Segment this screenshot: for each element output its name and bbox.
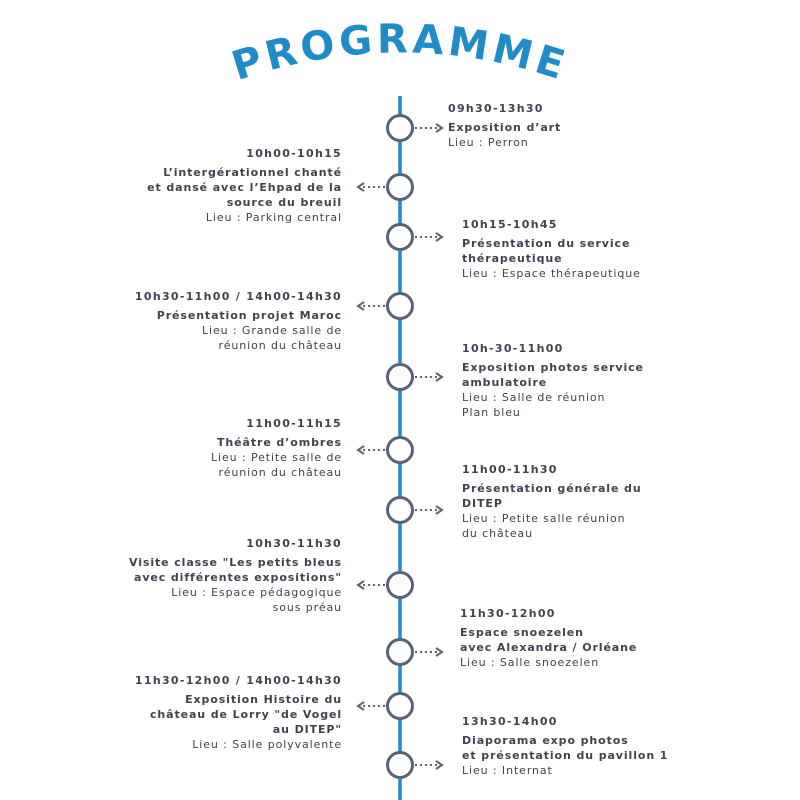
event-location: Lieu : Salle polyvalente [192,738,342,751]
event-time: 10h30-11h00 / 14h00-14h30 [134,290,342,303]
event-location: Lieu : Salle de réunion Plan bleu [462,391,606,419]
timeline-node [388,694,413,719]
event-location: Lieu : Internat [462,764,553,777]
event-location: Lieu : Salle snoezelen [460,656,600,669]
event-block [462,217,752,281]
event-time: 13h30-14h00 [462,715,558,728]
timeline-node [388,365,413,390]
event-block [60,146,342,225]
event-location: Lieu : Petite salle de réunion du château [211,451,342,479]
event-time: 11h30-12h00 [460,607,556,620]
event-title: Exposition Histoire du château de Lorry "de Vogel au DITEP" [149,693,342,736]
event-location: Lieu : Espace thérapeutique [462,267,641,280]
timeline-node [388,498,413,523]
event-block [60,416,342,480]
event-time: 11h00-11h30 [462,463,558,476]
event-title: Visite classe "Les petits bleus avec différentes expositions" [128,556,342,584]
event-title: Espace snoezelen avec Alexandra / Orléane [460,626,638,654]
page-title-text: PROGRAMME [226,16,574,90]
event-location: Lieu : Petite salle réunion du château [462,512,626,540]
event-time: 11h00-11h15 [246,417,342,430]
event-location: Lieu : Parking central [205,211,342,224]
event-block [60,673,342,752]
event-block [462,714,752,778]
event-title: Présentation du service thérapeutique [462,237,631,265]
event-title: Théâtre d’ombres [217,436,342,449]
event-location: Lieu : Perron [448,136,529,149]
timeline-node [388,175,413,200]
event-time: 10h-30-11h00 [462,342,564,355]
timeline-node [388,116,413,141]
timeline-node [388,573,413,598]
event-block [460,606,750,670]
event-title: L’intergérationnel chanté et dansé avec l’Ehpad de la source du breuil [147,166,342,209]
event-time: 10h00-10h15 [246,147,342,160]
timeline-node [388,438,413,463]
timeline-node [388,640,413,665]
event-block [60,289,342,353]
event-block [462,341,752,420]
event-time: 10h15-10h45 [462,218,558,231]
timeline-node [388,294,413,319]
event-title: Diaporama expo photos et présentation du pavillon 1 [462,734,669,762]
event-block [60,536,342,615]
event-block [462,462,752,541]
event-title: Exposition photos service ambulatoire [462,361,644,389]
timeline-node [388,753,413,778]
event-location: Lieu : Espace pédagogique sous préau [171,586,342,614]
timeline-node [388,225,413,250]
event-title: Présentation générale du DITEP [462,482,642,510]
event-block [448,101,738,150]
event-location: Lieu : Grande salle de réunion du château [201,324,342,352]
event-time: 11h30-12h00 / 14h00-14h30 [134,674,342,687]
event-time: 09h30-13h30 [448,102,544,115]
event-time: 10h30-11h30 [246,537,342,550]
event-title: Exposition d’art [448,121,562,134]
event-title: Présentation projet Maroc [156,309,342,322]
